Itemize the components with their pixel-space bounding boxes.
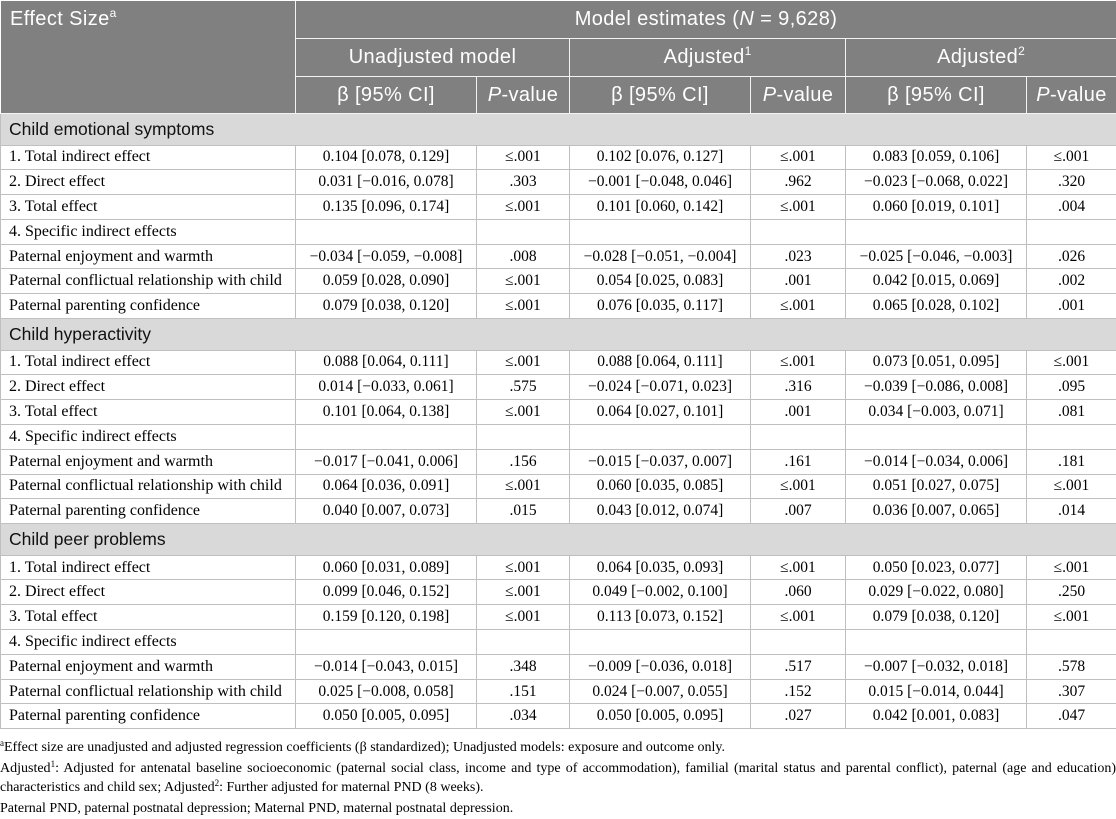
cell-beta-unadjusted: 0.104 [0.078, 0.129]	[296, 145, 477, 170]
cell-pvalue-adjusted-2: .181	[1027, 449, 1116, 474]
cell-pvalue-unadjusted: ≤.001	[477, 350, 570, 375]
table-row	[1, 244, 1116, 269]
cell-pvalue-unadjusted	[477, 630, 570, 655]
cell-pvalue-unadjusted: ≤.001	[477, 605, 570, 630]
cell-pvalue-unadjusted: ≤.001	[477, 145, 570, 170]
header-beta-adjusted-1: β [95% CI]	[570, 77, 751, 114]
cell-pvalue-unadjusted: ≤.001	[477, 195, 570, 220]
cell-beta-unadjusted: 0.014 [−0.033, 0.061]	[296, 375, 477, 400]
cell-beta-adjusted-2: 0.065 [0.028, 0.102]	[846, 294, 1027, 319]
model-estimates-prefix: Model estimates (	[574, 8, 740, 30]
cell-pvalue-adjusted-2: ≤.001	[1027, 474, 1116, 499]
row-label: Paternal enjoyment and warmth	[1, 449, 296, 474]
cell-pvalue-adjusted-1: .517	[751, 654, 846, 679]
cell-beta-adjusted-1: 0.064 [0.027, 0.101]	[570, 400, 751, 425]
cell-beta-adjusted-2: −0.039 [−0.086, 0.008]	[846, 375, 1027, 400]
footnote-adjusted-text-2: : Further adjusted for maternal PND (8 weeks).	[219, 780, 484, 796]
row-label: Paternal parenting confidence	[1, 704, 296, 729]
cell-pvalue-adjusted-1: .962	[751, 170, 846, 195]
cell-beta-adjusted-2	[846, 219, 1027, 244]
cell-beta-adjusted-2: 0.051 [0.027, 0.075]	[846, 474, 1027, 499]
cell-pvalue-adjusted-2: ≤.001	[1027, 555, 1116, 580]
cell-pvalue-adjusted-1: .023	[751, 244, 846, 269]
cell-pvalue-adjusted-2: .081	[1027, 400, 1116, 425]
cell-beta-adjusted-1: 0.054 [0.025, 0.083]	[570, 269, 751, 294]
cell-pvalue-adjusted-2: .320	[1027, 170, 1116, 195]
header-model-estimates	[296, 1, 1116, 39]
row-label: 4. Specific indirect effects	[1, 424, 296, 449]
cell-beta-adjusted-2: 0.036 [0.007, 0.065]	[846, 499, 1027, 524]
footnote-adjusted-text-1: : Adjusted for antenatal baseline socioeconomic (paternal social class, income and type of accommodation), familial (marital status and parental conflict), paternal (age and education) characteristics and child sex; Adjusted	[0, 761, 1116, 796]
table-row	[1, 704, 1116, 729]
table-row	[1, 269, 1116, 294]
cell-pvalue-adjusted-1: .060	[751, 580, 846, 605]
cell-beta-adjusted-1: 0.113 [0.073, 0.152]	[570, 605, 751, 630]
cell-pvalue-adjusted-2: .307	[1027, 679, 1116, 704]
header-pvalue-unadjusted: P-value	[477, 77, 570, 114]
effect-size-label: Effect Size	[10, 8, 110, 30]
cell-pvalue-unadjusted: .151	[477, 679, 570, 704]
cell-pvalue-adjusted-1: ≤.001	[751, 294, 846, 319]
cell-beta-adjusted-2: 0.029 [−0.022, 0.080]	[846, 580, 1027, 605]
model-estimates-suffix: = 9,628)	[754, 8, 838, 30]
cell-beta-adjusted-1: −0.001 [−0.048, 0.046]	[570, 170, 751, 195]
section-heading: Child emotional symptoms	[1, 114, 1116, 146]
cell-pvalue-unadjusted: ≤.001	[477, 555, 570, 580]
cell-beta-unadjusted: 0.101 [0.064, 0.138]	[296, 400, 477, 425]
cell-beta-adjusted-1: −0.024 [−0.071, 0.023]	[570, 375, 751, 400]
cell-beta-unadjusted: 0.079 [0.038, 0.120]	[296, 294, 477, 319]
cell-pvalue-adjusted-1	[751, 219, 846, 244]
cell-beta-adjusted-1: 0.101 [0.060, 0.142]	[570, 195, 751, 220]
table-row	[1, 605, 1116, 630]
cell-pvalue-unadjusted: .575	[477, 375, 570, 400]
header-group-adjusted-1	[570, 39, 846, 77]
footnote-adjusted-lead: Adjusted	[0, 761, 51, 777]
row-label: 2. Direct effect	[1, 580, 296, 605]
header-row-1	[1, 1, 1116, 39]
cell-pvalue-adjusted-1: .161	[751, 449, 846, 474]
header-group-adjusted-2	[846, 39, 1116, 77]
cell-pvalue-adjusted-2: .026	[1027, 244, 1116, 269]
footnote-marker-2: 2	[214, 778, 220, 789]
cell-pvalue-adjusted-2: .014	[1027, 499, 1116, 524]
table-row	[1, 555, 1116, 580]
cell-beta-adjusted-2: 0.083 [0.059, 0.106]	[846, 145, 1027, 170]
cell-beta-unadjusted	[296, 424, 477, 449]
cell-beta-unadjusted: 0.064 [0.036, 0.091]	[296, 474, 477, 499]
cell-beta-adjusted-2: −0.023 [−0.068, 0.022]	[846, 170, 1027, 195]
cell-beta-adjusted-1	[570, 424, 751, 449]
row-label: 1. Total indirect effect	[1, 145, 296, 170]
cell-pvalue-adjusted-1: .316	[751, 375, 846, 400]
cell-beta-adjusted-1: 0.076 [0.035, 0.117]	[570, 294, 751, 319]
table-body	[1, 114, 1116, 729]
cell-beta-adjusted-2: 0.042 [0.015, 0.069]	[846, 269, 1027, 294]
cell-beta-adjusted-2	[846, 424, 1027, 449]
cell-beta-unadjusted: 0.159 [0.120, 0.198]	[296, 605, 477, 630]
row-label: 1. Total indirect effect	[1, 350, 296, 375]
section-heading-row	[1, 319, 1116, 351]
cell-pvalue-adjusted-2: .001	[1027, 294, 1116, 319]
cell-pvalue-adjusted-2: ≤.001	[1027, 145, 1116, 170]
footnote-effect-size	[0, 738, 1116, 757]
cell-beta-adjusted-2: 0.060 [0.019, 0.101]	[846, 195, 1027, 220]
row-label: 3. Total effect	[1, 400, 296, 425]
cell-beta-adjusted-2: 0.079 [0.038, 0.120]	[846, 605, 1027, 630]
cell-pvalue-unadjusted: .015	[477, 499, 570, 524]
cell-beta-unadjusted: −0.017 [−0.041, 0.006]	[296, 449, 477, 474]
cell-pvalue-unadjusted: ≤.001	[477, 294, 570, 319]
cell-pvalue-unadjusted	[477, 424, 570, 449]
cell-beta-adjusted-2	[846, 630, 1027, 655]
model-estimates-n-symbol: N	[739, 8, 755, 30]
section-heading: Child peer problems	[1, 524, 1116, 556]
cell-pvalue-adjusted-1: .007	[751, 499, 846, 524]
group-footnote-marker: 1	[744, 44, 752, 58]
cell-pvalue-adjusted-2: .002	[1027, 269, 1116, 294]
cell-beta-adjusted-1: 0.050 [0.005, 0.095]	[570, 704, 751, 729]
cell-pvalue-unadjusted: .034	[477, 704, 570, 729]
cell-beta-adjusted-1: −0.028 [−0.051, −0.004]	[570, 244, 751, 269]
cell-beta-adjusted-1: −0.015 [−0.037, 0.007]	[570, 449, 751, 474]
cell-beta-unadjusted: 0.088 [0.064, 0.111]	[296, 350, 477, 375]
cell-beta-unadjusted	[296, 219, 477, 244]
table-row	[1, 580, 1116, 605]
table-row	[1, 474, 1116, 499]
cell-pvalue-unadjusted	[477, 219, 570, 244]
cell-pvalue-adjusted-1: ≤.001	[751, 350, 846, 375]
cell-pvalue-adjusted-2	[1027, 630, 1116, 655]
table-row	[1, 350, 1116, 375]
row-label: Paternal enjoyment and warmth	[1, 244, 296, 269]
cell-beta-adjusted-2: 0.034 [−0.003, 0.071]	[846, 400, 1027, 425]
row-label: Paternal conflictual relationship with child	[1, 269, 296, 294]
cell-pvalue-adjusted-2	[1027, 424, 1116, 449]
cell-pvalue-adjusted-1: ≤.001	[751, 605, 846, 630]
cell-pvalue-unadjusted: .348	[477, 654, 570, 679]
header-beta-unadjusted: β [95% CI]	[296, 77, 477, 114]
cell-pvalue-unadjusted: .008	[477, 244, 570, 269]
row-label: 2. Direct effect	[1, 375, 296, 400]
table-row	[1, 654, 1116, 679]
cell-beta-adjusted-2: −0.007 [−0.032, 0.018]	[846, 654, 1027, 679]
footnote-adjusted	[0, 759, 1116, 797]
row-label: 3. Total effect	[1, 605, 296, 630]
cell-beta-unadjusted: 0.059 [0.028, 0.090]	[296, 269, 477, 294]
cell-pvalue-unadjusted: .156	[477, 449, 570, 474]
cell-pvalue-adjusted-2: ≤.001	[1027, 350, 1116, 375]
cell-pvalue-adjusted-2: .578	[1027, 654, 1116, 679]
cell-pvalue-adjusted-1: ≤.001	[751, 145, 846, 170]
effect-size-footnote-marker: a	[109, 6, 117, 20]
row-label: Paternal parenting confidence	[1, 294, 296, 319]
cell-pvalue-adjusted-2: ≤.001	[1027, 605, 1116, 630]
cell-beta-adjusted-1: 0.102 [0.076, 0.127]	[570, 145, 751, 170]
cell-beta-adjusted-1: −0.009 [−0.036, 0.018]	[570, 654, 751, 679]
footnote-marker-1: 1	[50, 759, 56, 770]
cell-pvalue-adjusted-1: .027	[751, 704, 846, 729]
cell-beta-unadjusted: 0.060 [0.031, 0.089]	[296, 555, 477, 580]
row-label: Paternal parenting confidence	[1, 499, 296, 524]
row-label: Paternal enjoyment and warmth	[1, 654, 296, 679]
cell-beta-unadjusted: 0.025 [−0.008, 0.058]	[296, 679, 477, 704]
table-row	[1, 145, 1116, 170]
header-pvalue-adjusted-1: P-value	[751, 77, 846, 114]
table-row	[1, 294, 1116, 319]
cell-beta-unadjusted: −0.034 [−0.059, −0.008]	[296, 244, 477, 269]
cell-pvalue-unadjusted: .303	[477, 170, 570, 195]
header-effect-size	[1, 1, 296, 114]
cell-beta-adjusted-1: 0.064 [0.035, 0.093]	[570, 555, 751, 580]
header-group-unadjusted	[296, 39, 570, 77]
row-label: 4. Specific indirect effects	[1, 219, 296, 244]
cell-pvalue-adjusted-1: .001	[751, 400, 846, 425]
cell-pvalue-unadjusted: ≤.001	[477, 400, 570, 425]
footnote-abbreviations: Paternal PND, paternal postnatal depression; Maternal PND, maternal postnatal depression.	[0, 801, 514, 817]
cell-beta-adjusted-2: −0.025 [−0.046, −0.003]	[846, 244, 1027, 269]
section-heading-row	[1, 114, 1116, 146]
cell-beta-adjusted-1	[570, 219, 751, 244]
table-row	[1, 630, 1116, 655]
cell-beta-unadjusted: 0.031 [−0.016, 0.078]	[296, 170, 477, 195]
cell-beta-adjusted-2: −0.014 [−0.034, 0.006]	[846, 449, 1027, 474]
cell-beta-unadjusted	[296, 630, 477, 655]
cell-pvalue-adjusted-2: .095	[1027, 375, 1116, 400]
cell-pvalue-adjusted-1: .001	[751, 269, 846, 294]
table-row	[1, 499, 1116, 524]
cell-beta-adjusted-2: 0.050 [0.023, 0.077]	[846, 555, 1027, 580]
table-row	[1, 375, 1116, 400]
table-row	[1, 424, 1116, 449]
cell-beta-adjusted-1: 0.049 [−0.002, 0.100]	[570, 580, 751, 605]
cell-beta-unadjusted: 0.099 [0.046, 0.152]	[296, 580, 477, 605]
cell-pvalue-adjusted-2	[1027, 219, 1116, 244]
cell-beta-adjusted-1: 0.060 [0.035, 0.085]	[570, 474, 751, 499]
cell-pvalue-adjusted-1: ≤.001	[751, 555, 846, 580]
table-footnotes	[0, 738, 1116, 818]
cell-pvalue-adjusted-1	[751, 630, 846, 655]
cell-beta-unadjusted: 0.135 [0.096, 0.174]	[296, 195, 477, 220]
group-label: Adjusted	[937, 46, 1019, 68]
cell-beta-adjusted-1: 0.088 [0.064, 0.111]	[570, 350, 751, 375]
cell-pvalue-adjusted-2: .250	[1027, 580, 1116, 605]
row-label: 4. Specific indirect effects	[1, 630, 296, 655]
cell-beta-adjusted-2: 0.042 [0.001, 0.083]	[846, 704, 1027, 729]
cell-pvalue-adjusted-1: .152	[751, 679, 846, 704]
cell-pvalue-unadjusted: ≤.001	[477, 474, 570, 499]
footnote-effect-size-text: Effect size are unadjusted and adjusted regression coefficients (β standardized); Unadjusted models: exposure and outcome only.	[4, 740, 726, 756]
cell-pvalue-adjusted-1: ≤.001	[751, 195, 846, 220]
row-label: 1. Total indirect effect	[1, 555, 296, 580]
table-row	[1, 449, 1116, 474]
cell-beta-unadjusted: 0.040 [0.007, 0.073]	[296, 499, 477, 524]
group-label: Unadjusted model	[348, 46, 517, 68]
table-row	[1, 400, 1116, 425]
cell-pvalue-adjusted-2: .004	[1027, 195, 1116, 220]
cell-beta-adjusted-2: 0.015 [−0.014, 0.044]	[846, 679, 1027, 704]
header-beta-adjusted-2: β [95% CI]	[846, 77, 1027, 114]
section-heading-row	[1, 524, 1116, 556]
row-label: Paternal conflictual relationship with child	[1, 474, 296, 499]
cell-pvalue-unadjusted: ≤.001	[477, 580, 570, 605]
cell-pvalue-unadjusted: ≤.001	[477, 269, 570, 294]
footnote-marker-a: a	[0, 738, 4, 749]
table-row	[1, 679, 1116, 704]
row-label: 2. Direct effect	[1, 170, 296, 195]
table-row	[1, 170, 1116, 195]
cell-beta-unadjusted: 0.050 [0.005, 0.095]	[296, 704, 477, 729]
cell-beta-adjusted-1: 0.043 [0.012, 0.074]	[570, 499, 751, 524]
table-row	[1, 219, 1116, 244]
section-heading: Child hyperactivity	[1, 319, 1116, 351]
table-row	[1, 195, 1116, 220]
header-pvalue-adjusted-2: P-value	[1027, 77, 1116, 114]
group-footnote-marker: 2	[1018, 44, 1025, 58]
row-label: Paternal conflictual relationship with child	[1, 679, 296, 704]
cell-pvalue-adjusted-1: ≤.001	[751, 474, 846, 499]
cell-pvalue-adjusted-2: .047	[1027, 704, 1116, 729]
table-header	[1, 1, 1116, 114]
row-label: 3. Total effect	[1, 195, 296, 220]
cell-beta-adjusted-1	[570, 630, 751, 655]
group-label: Adjusted	[663, 46, 745, 68]
cell-pvalue-adjusted-1	[751, 424, 846, 449]
cell-beta-adjusted-1: 0.024 [−0.007, 0.055]	[570, 679, 751, 704]
cell-beta-adjusted-2: 0.073 [0.051, 0.095]	[846, 350, 1027, 375]
cell-beta-unadjusted: −0.014 [−0.043, 0.015]	[296, 654, 477, 679]
